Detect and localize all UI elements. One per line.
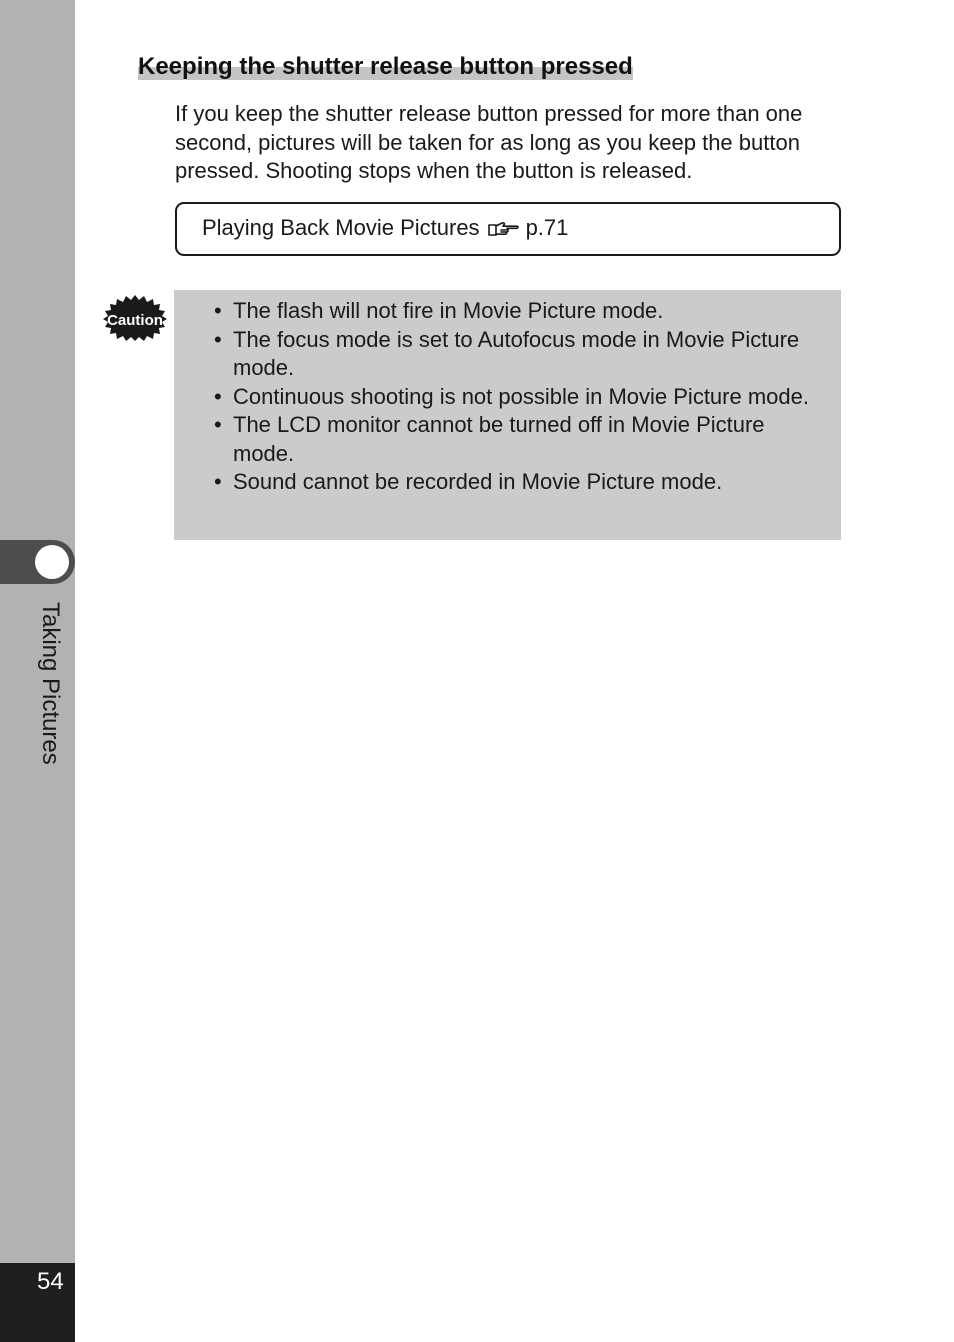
chapter-label: Taking Pictures xyxy=(37,602,64,765)
page-number: 54 xyxy=(37,1268,64,1295)
caution-badge-label: Caution xyxy=(107,312,163,329)
caution-item: • Sound cannot be recorded in Movie Picture mode. xyxy=(214,468,814,497)
section-heading: Keeping the shutter release button pressed xyxy=(138,53,633,80)
caution-item: • The focus mode is set to Autofocus mode in Movie Picture mode. xyxy=(214,326,814,383)
page-reference-icon xyxy=(488,218,520,244)
chapter-dot xyxy=(35,545,69,579)
caution-item: • The flash will not fire in Movie Picture mode. xyxy=(214,297,814,326)
section-paragraph: If you keep the shutter release button pressed for more than one second, pictures will be taken for as long as you keep the button pressed. Shooting stops when the button is released. xyxy=(175,101,803,183)
caution-panel xyxy=(174,290,841,540)
caution-icon xyxy=(102,294,168,342)
reference-box xyxy=(175,202,841,256)
reference-label: Playing Back Movie Pictures xyxy=(202,215,480,240)
caution-item: • The LCD monitor cannot be turned off in Movie Picture mode. xyxy=(214,411,814,468)
caution-item: • Continuous shooting is not possible in Movie Picture mode. xyxy=(214,383,814,412)
caution-list xyxy=(214,297,814,497)
reference-page: p.71 xyxy=(525,215,569,240)
reference-line xyxy=(202,215,568,244)
